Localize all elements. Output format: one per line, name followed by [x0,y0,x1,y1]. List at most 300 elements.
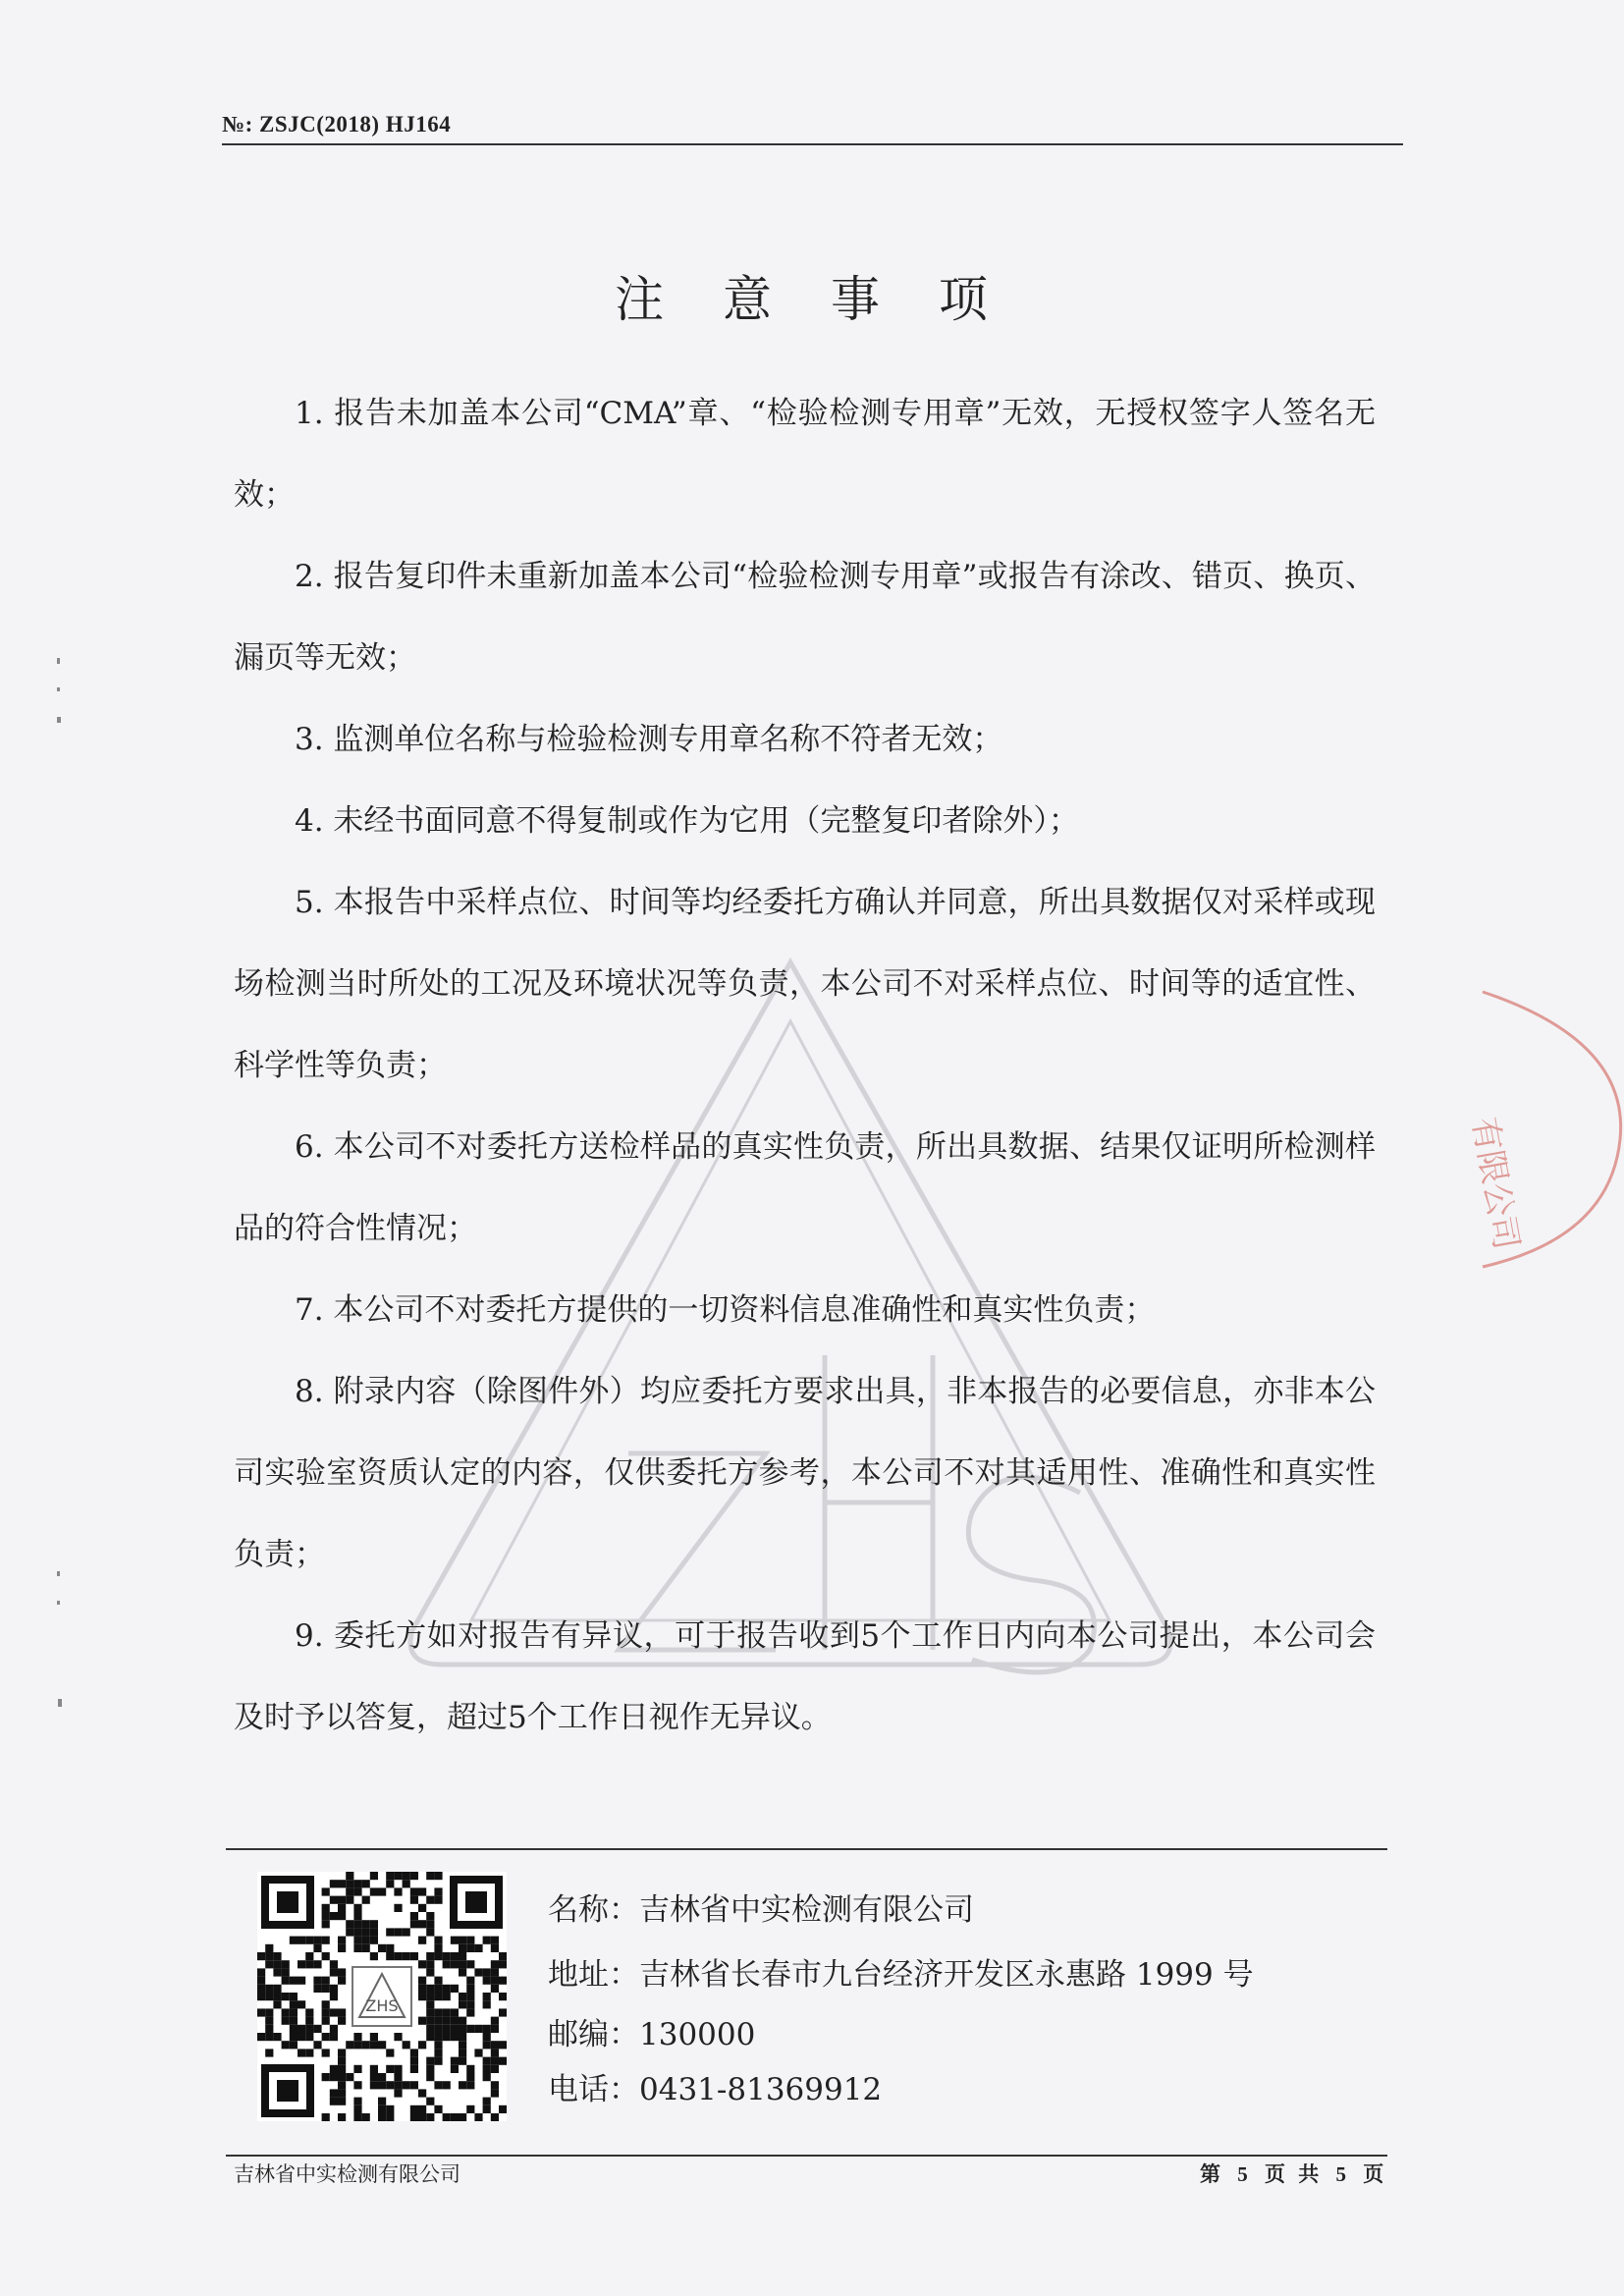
qr-module [305,2049,313,2056]
qr-module [426,2057,434,2065]
qr-module [418,2089,426,2097]
qr-module [362,1880,370,1887]
qr-module [330,1985,338,1993]
qr-module [491,2089,499,2097]
company-postcode-row [548,2007,1254,2062]
qr-module [370,1872,378,1880]
qr-module [491,1944,499,1952]
qr-module [265,1944,273,1952]
qr-module [466,2008,474,2016]
qr-module [466,2025,474,2033]
qr-module [434,1952,442,1960]
qr-module [265,2017,273,2025]
qr-module [491,1968,499,1976]
qr-module [434,2081,442,2089]
qr-module [426,2033,434,2041]
qr-module [305,1960,313,1968]
qr-module [459,2057,466,2065]
qr-module [370,1928,378,1936]
qr-module [353,2081,361,2089]
qr-module [330,1880,338,1887]
qr-module [305,1952,313,1960]
qr-module [298,1960,305,1968]
company-stamp [1394,982,1624,1277]
qr-module [330,1968,338,1976]
qr-module [434,1985,442,1993]
qr-module [290,1993,298,2000]
company-address-row [548,1942,1254,2007]
qr-module [418,1977,426,1985]
qr-module [322,1920,330,1928]
qr-module [257,1952,265,1960]
qr-module [282,2041,290,2049]
qr-module [410,1920,418,1928]
qr-module [403,1928,410,1936]
qr-module [330,1912,338,1920]
qr-module [346,2041,353,2049]
qr-module [353,2105,361,2113]
qr-module [362,1937,370,1944]
qr-module [394,2033,402,2041]
qr-module [330,2025,338,2033]
qr-module [426,2113,434,2121]
qr-module [483,2065,491,2073]
qr-module [282,1993,290,2000]
qr-module [451,1985,459,1993]
qr-module [394,2089,402,2097]
qr-module [459,1952,466,1960]
qr-module [330,2065,338,2073]
qr-module [265,1952,273,1960]
qr-module [443,2033,451,2041]
qr-module [322,2008,330,2016]
qr-module [466,1944,474,1952]
qr-module [362,1928,370,1936]
qr-module [378,2041,386,2049]
qr-module [434,1944,442,1952]
qr-module [466,1960,474,1968]
qr-module [466,2073,474,2081]
qr-module [282,2017,290,2025]
qr-module [491,1977,499,1985]
qr-module [418,1920,426,1928]
qr-module [322,2033,330,2041]
qr-module [273,1952,281,1960]
qr-module [403,1880,410,1887]
qr-module [362,1896,370,1904]
qr-module [370,2041,378,2049]
company-phone-row [548,2062,1254,2117]
company-name-row [548,1878,1254,1942]
notice-list [234,373,1376,1759]
qr-module [394,2073,402,2081]
qr-module [451,2017,459,2025]
qr-module [443,1993,451,2000]
qr-module [434,2105,442,2113]
qr-module [265,2049,273,2056]
qr-module [353,1887,361,1895]
qr-module [474,1968,482,1976]
qr-module [370,2081,378,2089]
qr-module [322,1952,330,1960]
qr-module [386,1944,394,1952]
qr-module [418,2105,426,2113]
header-divider [222,143,1403,145]
qr-module [298,2033,305,2041]
qr-module [410,1896,418,1904]
qr-module [434,2049,442,2056]
qr-module [338,2089,346,2097]
qr-module [305,2033,313,2041]
notice-item-1: 1. 报告未加盖本公司“CMA”章、“检验检测专用章”无效，无授权签字人签名无效； [234,396,1376,513]
qr-module [459,1993,466,2000]
qr-module [451,1952,459,1960]
qr-module [378,2105,386,2113]
qr-module [338,2113,346,2121]
qr-module [459,1968,466,1976]
qr-module [330,2089,338,2097]
qr-module [474,1944,482,1952]
qr-module [426,2025,434,2033]
qr-module [426,1920,434,1928]
qr-module [265,2008,273,2016]
qr-module [434,2041,442,2049]
qr-module [499,2041,507,2049]
qr-module [338,1896,346,1904]
qr-module [330,2098,338,2105]
qr-module [265,2033,273,2041]
qr-module [443,2113,451,2121]
qr-module [459,2017,466,2025]
qr-module [386,1928,394,1936]
page-suffix: 页 [1363,2162,1388,2186]
qr-module [313,1937,321,1944]
qr-module [418,2041,426,2049]
qr-module [459,2000,466,2008]
footer-company: 吉林省中实检测有限公司 [234,2162,460,2186]
qr-module [338,2073,346,2081]
notice-item-4: 4. 未经书面同意不得复制或作为它用（完整复印者除外）； [295,803,1079,839]
qr-module [394,1952,402,1960]
qr-module [459,2049,466,2056]
qr-logo-text: ZHS [365,1996,399,2015]
qr-module [499,2057,507,2065]
qr-module [378,2081,386,2089]
stamp-text: 有限公司 [1464,1114,1527,1253]
notice-item-5: 5. 本报告中采样点位、时间等均经委托方确认并同意，所出具数据仅对采样或现场检测当时所处的工况及环境状况等负责，本公司不对采样点位、时间等的适宜性、科学性等负责； [234,885,1376,1083]
qr-module [305,2008,313,2016]
qr-module [378,2113,386,2121]
qr-module [257,2033,265,2041]
qr-module [426,1896,434,1904]
contact-divider [226,1848,1387,1850]
qr-module [459,1944,466,1952]
qr-module [491,1937,499,1944]
company-postcode-label: 邮编： [548,2017,639,2052]
qr-module [410,1887,418,1895]
qr-module [410,1952,418,1960]
qr-module [322,1887,330,1895]
qr-module [394,2081,402,2089]
qr-module [338,2081,346,2089]
qr-module [338,1904,346,1912]
qr-module [418,1985,426,1993]
qr-module [257,1993,265,2000]
qr-module [426,2008,434,2016]
qr-module [386,1880,394,1887]
qr-module [426,1872,434,1880]
qr-module [459,2041,466,2049]
qr-module [443,2017,451,2025]
qr-module [483,2000,491,2008]
qr-module [298,2000,305,2008]
qr-module [459,1960,466,1968]
qr-module [386,2081,394,2089]
notice-item-7: 7. 本公司不对委托方提供的一切资料信息准确性和真实性负责； [295,1292,1156,1328]
qr-module [313,1960,321,1968]
qr-module [466,2065,474,2073]
qr-module [418,1887,426,1895]
qr-module [394,1887,402,1895]
qr-module [410,2065,418,2073]
qr-module [353,2113,361,2121]
qr-module [491,1960,499,1968]
qr-module [353,2033,361,2041]
qr-module [466,1937,474,1944]
qr-module [273,2033,281,2041]
qr-module [322,1937,330,1944]
qr-module [313,2041,321,2049]
qr-module [466,2000,474,2008]
qr-module [426,1968,434,1976]
qr-module [338,2098,346,2105]
qr-module [346,1928,353,1936]
qr-module [483,1993,491,2000]
qr-module [418,1904,426,1912]
qr-module [499,1993,507,2000]
qr-module [386,1952,394,1960]
qr-module [466,2105,474,2113]
qr-module [434,1887,442,1895]
qr-module [451,2025,459,2033]
qr-module [322,1904,330,1912]
qr-module [483,2098,491,2105]
qr-module [273,1985,281,1993]
qr-module [265,2025,273,2033]
qr-module [434,1993,442,2000]
qr-module [257,1977,265,1985]
company-postcode: 130000 [639,2017,756,2052]
qr-module [426,1985,434,1993]
qr-module [418,2017,426,2025]
qr-module [426,2000,434,2008]
qr-module [298,2025,305,2033]
qr-module [273,1993,281,2000]
qr-module [426,2017,434,2025]
qr-module [370,1920,378,1928]
qr-module [386,2105,394,2113]
qr-module [499,2008,507,2016]
qr-module [305,1937,313,1944]
qr-module [353,1904,361,1912]
qr-module [265,1993,273,2000]
qr-module [265,1985,273,1993]
qr-module [353,1880,361,1887]
qr-module [403,2081,410,2089]
qr-module [298,1937,305,1944]
qr-module [273,1960,281,1968]
qr-module [338,2065,346,2073]
page-current: 5 [1237,2162,1252,2186]
qr-module [451,2065,459,2073]
qr-module [491,1985,499,1993]
qr-module [403,1872,410,1880]
scan-specks [53,658,73,1719]
qr-module [394,1872,402,1880]
qr-module [426,2098,434,2105]
qr-module [378,2098,386,2105]
qr-module [434,2025,442,2033]
qr-module [362,1944,370,1952]
qr-module [386,2049,394,2056]
qr-module [426,1993,434,2000]
qr-module [483,2073,491,2081]
qr-module [265,1960,273,1968]
notice-item-2: 2. 报告复印件未重新加盖本公司“检验检测专用章”或报告有涂改、错页、换页、漏页等无效； [234,559,1376,676]
qr-module [386,2113,394,2121]
qr-module [443,2025,451,2033]
qr-module [338,2008,346,2016]
qr-module [451,2008,459,2016]
qr-module [499,1952,507,1960]
qr-module [491,2081,499,2089]
report-number: №: ZSJC(2018) HJ164 [222,112,452,137]
qr-module [434,2017,442,2025]
qr-module [499,1977,507,1985]
qr-module [290,1977,298,1985]
qr-module [466,2081,474,2089]
qr-module [474,2113,482,2121]
qr-module [466,1985,474,1993]
qr-module [370,2033,378,2041]
qr-module [426,2065,434,2073]
qr-module [338,1944,346,1952]
qr-module [330,2033,338,2041]
qr-module [483,1977,491,1985]
qr-module [418,2113,426,2121]
qr-module [353,2098,361,2105]
qr-module [282,2008,290,2016]
qr-module [410,2057,418,2065]
page-title: 注 意 事 项 [615,271,1009,328]
qr-module [443,1952,451,1960]
qr-module [410,2081,418,2089]
qr-module [491,2025,499,2033]
qr-module [378,1944,386,1952]
qr-module [338,1880,346,1887]
qr-module [491,2017,499,2025]
qr-module [353,2065,361,2073]
qr-module [451,1960,459,1968]
qr-module [282,1977,290,1985]
qr-module [434,2033,442,2041]
qr-module [443,2008,451,2016]
qr-module [305,2017,313,2025]
qr-module [483,2105,491,2113]
qr-module [451,1937,459,1944]
company-phone-label: 电话： [548,2072,639,2107]
qr-module [290,2008,298,2016]
qr-module [338,2017,346,2025]
qr-module [353,1912,361,1920]
qr-module [378,1887,386,1895]
qr-module [322,2049,330,2056]
qr-module [346,1896,353,1904]
qr-module [499,2105,507,2113]
qr-module [353,1920,361,1928]
qr-module [273,2000,281,2008]
qr-module [491,2049,499,2056]
qr-module [338,1968,346,1976]
qr-module [330,2008,338,2016]
qr-module [434,2008,442,2016]
qr-module [483,2057,491,2065]
notice-item-9: 9. 委托方如对报告有异议，可于报告收到5个工作日内向本公司提出，本公司会及时予以答复，超过5个工作日视作无异议。 [234,1618,1376,1735]
notice-item-8: 8. 附录内容（除图件外）均应委托方要求出具，非本报告的必要信息，亦非本公司实验室资质认定的内容，仅供委托方参考，本公司不对其适用性、准确性和真实性负责； [234,1374,1376,1572]
qr-module [282,1960,290,1968]
qr-module [434,1937,442,1944]
qr-module [370,1937,378,1944]
qr-module [346,1872,353,1880]
page-mid: 页 共 [1265,2162,1324,2186]
qr-module [353,1928,361,1936]
qr-module [290,2000,298,2008]
company-address-label: 地址： [548,1957,639,1993]
qr-module [474,2049,482,2056]
qr-module [491,2057,499,2065]
qr-code[interactable] [257,1872,507,2121]
qr-module [257,1968,265,1976]
qr-module [443,1985,451,1993]
footer-divider [226,2155,1387,2157]
qr-module [330,1896,338,1904]
qr-module [394,1928,402,1936]
qr-module [403,1952,410,1960]
qr-module [313,1977,321,1985]
qr-module [370,1952,378,1960]
qr-module [466,1993,474,2000]
qr-module [418,1937,426,1944]
qr-module [491,2113,499,2121]
qr-module [305,2025,313,2033]
qr-module [459,2113,466,2121]
qr-module [434,1896,442,1904]
page-total: 5 [1335,2162,1350,2186]
qr-module [451,2113,459,2121]
qr-module [338,2049,346,2056]
qr-module [491,2065,499,2073]
company-name-label: 名称： [548,1892,639,1928]
qr-module [338,1912,346,1920]
qr-module [338,1977,346,1985]
company-info [548,1878,1254,2117]
qr-module [338,2057,346,2065]
qr-module [290,2025,298,2033]
qr-module [410,1872,418,1880]
qr-module [322,1985,330,1993]
company-address: 吉林省长春市九台经济开发区永惠路 1999 号 [639,1957,1254,1993]
qr-module [370,1887,378,1895]
